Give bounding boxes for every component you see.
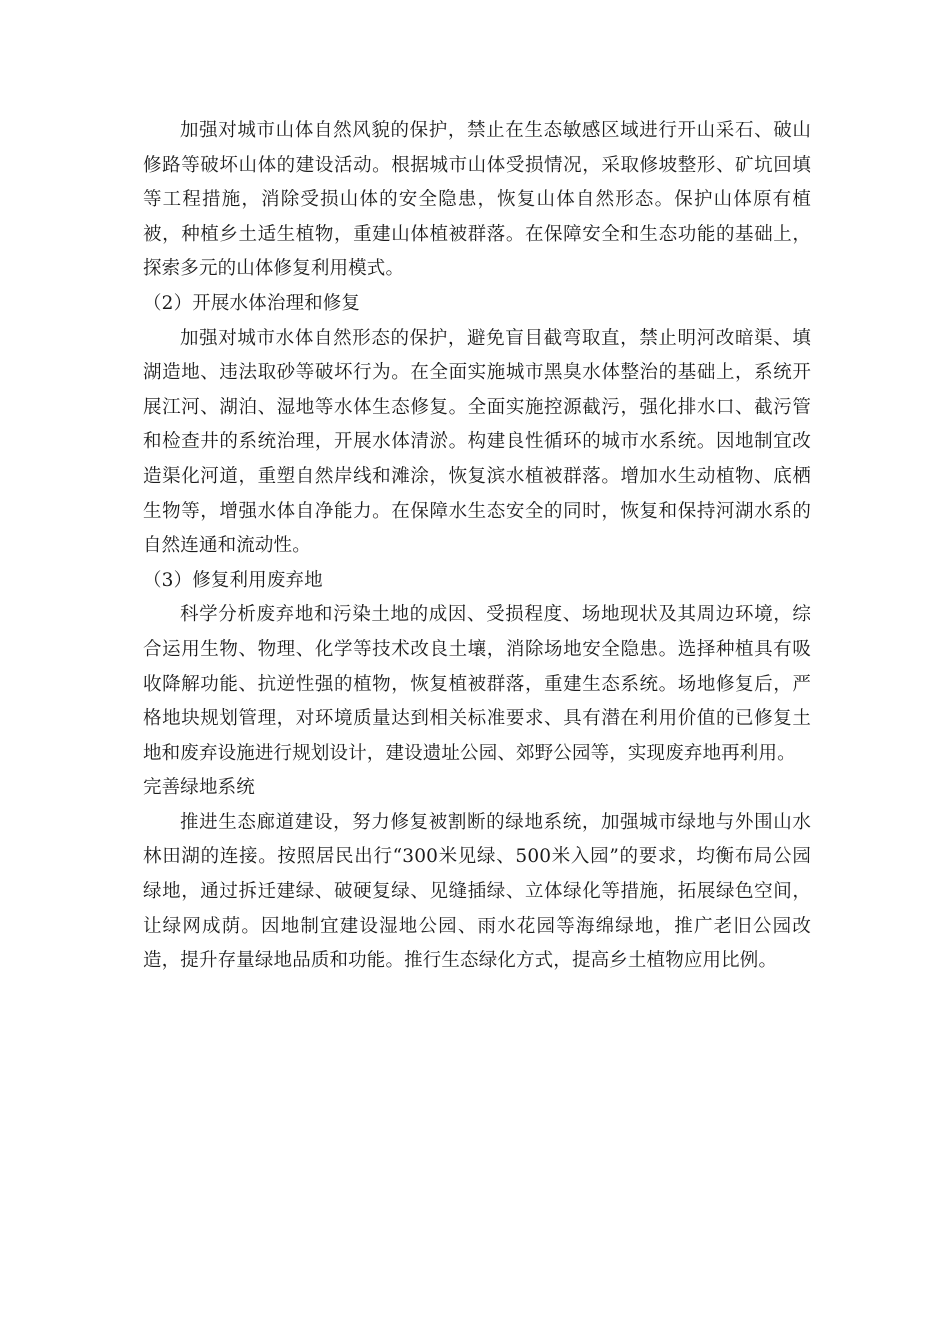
section-heading-water-restoration: （2）开展水体治理和修复 xyxy=(143,292,361,314)
paragraph-green-system: 推进生态廊道建设，努力修复被割断的绿地系统，加强城市绿地与外围山水林田湖的连接。按照居民出行“300米见绿、500米入园”的要求，均衡布局公园绿地，通过拆迁建绿、破硬复绿、见缝插绿、立体绿化等措施，拓展绿色空间，让绿网成荫。因地制宜建设湿地公园、雨水花园等海绵绿地，推广老旧公园改造，提升存量绿地品质和功能。推行生态绿化方式，提高乡土植物应用比例。 xyxy=(143,811,811,972)
paragraph-water-restoration: 加强对城市水体自然形态的保护，避免盲目截弯取直，禁止明河改暗渠、填湖造地、违法取砂等破坏行为。在全面实施城市黑臭水体整治的基础上，系统开展江河、湖泊、湿地等水体生态修复。全面实施控源截污，强化排水口、截污管和检查井的系统治理，开展水体清淤。构建良性循环的城市水系统。因地制宜改造渠化河道，重塑自然岸线和滩涂，恢复滨水植被群落。增加水生动植物、底栖生物等，增强水体自净能力。在保障水生态安全的同时，恢复和保持河湖水系的自然连通和流动性。 xyxy=(143,327,811,557)
paragraph-wasteland-reuse: 科学分析废弃地和污染土地的成因、受损程度、场地现状及其周边环境，综合运用生物、物理、化学等技术改良土壤，消除场地安全隐患。选择种植具有吸收降解功能、抗逆性强的植物，恢复植被群落，重建生态系统。场地修复后，严格地块规划管理，对环境质量达到相关标准要求、具有潜在利用价值的已修复土地和废弃设施进行规划设计，建设遗址公园、郊野公园等，实现废弃地再利用。 xyxy=(143,604,811,764)
paragraph-mountain-protection: 加强对城市山体自然风貌的保护，禁止在生态敏感区域进行开山采石、破山修路等破坏山体的建设活动。根据城市山体受损情况，采取修坡整形、矿坑回填等工程措施，消除受损山体的安全隐患，恢复山体自然形态。保护山体原有植被，种植乡土适生植物，重建山体植被群落。在保障安全和生态功能的基础上，探索多元的山体修复利用模式。 xyxy=(143,120,811,280)
section-heading-wasteland-reuse: （3）修复利用废弃地 xyxy=(143,569,323,591)
section-heading-green-system: 完善绿地系统 xyxy=(143,777,255,799)
document-body xyxy=(143,114,811,979)
